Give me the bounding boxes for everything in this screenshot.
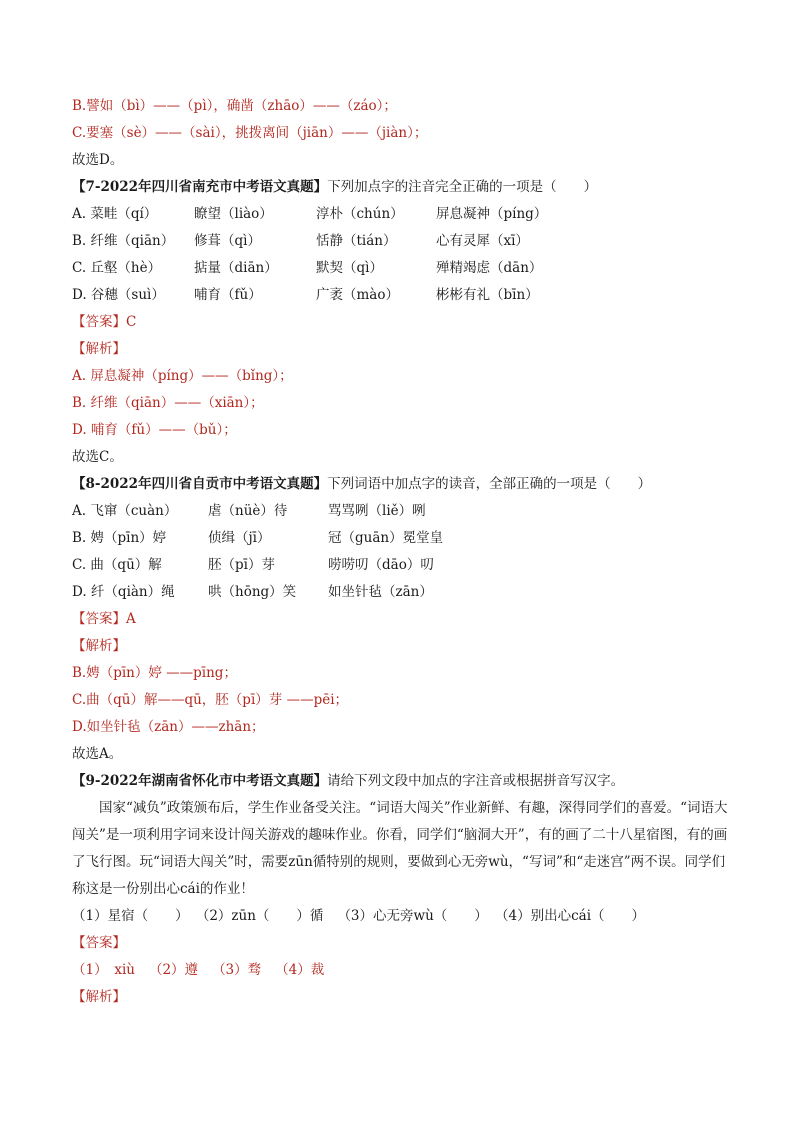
q7-detail: D. 哺育（fǔ）——（bǔ）； — [72, 422, 237, 438]
q7-conclusion: 故选C。 — [72, 449, 123, 465]
q7-detail: A. 屏息凝神（píng）——（bǐng）； — [72, 368, 293, 384]
q8-prompt: 下列词语中加点字的读音，全部正确的一项是（ ） — [327, 476, 652, 492]
q7-option-c: C. 丘壑（hè） 掂量（diān） 默契（qì） 殚精竭虑（dān） — [72, 260, 543, 276]
q7-answer: 【答案】C — [72, 314, 137, 330]
prev-analysis-c: C.要塞（sè）——（sài），挑拨离间（jiān）——（jiàn）； — [72, 125, 428, 141]
q8-answer: 【答案】A — [72, 611, 136, 627]
q9-analysis-label: 【解析】 — [72, 989, 126, 1005]
q7-source: 【7-2022年四川省南充市中考语文真题】 — [72, 179, 328, 195]
q9-title — [72, 768, 732, 795]
q7-title — [72, 174, 732, 201]
q8-option-b: B. 娉（pīn）婷 侦缉（jī） 冠（guān）冕堂皇 — [72, 530, 444, 546]
q9-source: 【9-2022年湖南省怀化市中考语文真题】 — [72, 773, 328, 789]
q8-source: 【8-2022年四川省自贡市中考语文真题】 — [72, 476, 328, 492]
q8-detail: C.曲（qū）解——qū，胚（pī）芽 ——pēi； — [72, 692, 349, 708]
q7-option-d: D. 谷穗（suì） 哺育（fǔ） 广袤（mào） 彬彬有礼（bīn） — [72, 287, 539, 303]
q9-answer-label: 【答案】 — [72, 935, 126, 951]
q9-blanks: （1）星宿（ ） （2）zūn（ ）循 （3）心无旁wù（ ） （4）别出心cái（ ） — [72, 908, 646, 924]
prev-analysis-b: B.譬如（bì）——（pì），确凿（zhāo）——（záo）； — [72, 98, 397, 114]
q8-title — [72, 471, 732, 498]
q9-answers: （1） xiù （2）遵 （3）骛 （4）裁 — [72, 962, 325, 978]
q8-conclusion: 故选A。 — [72, 746, 123, 762]
q7-detail: B. 纤维（qiān）——（xiān）； — [72, 395, 264, 411]
q8-option-c: C. 曲（qū）解 胚（pī）芽 唠唠叨（dāo）叨 — [72, 557, 434, 573]
document-page — [72, 93, 732, 1011]
q8-detail: B.娉（pīn）婷 ——pīng； — [72, 665, 237, 681]
q8-detail: D.如坐针毡（zān）——zhān； — [72, 719, 265, 735]
prev-conclusion: 故选D。 — [72, 152, 124, 168]
q7-option-b: B. 纤维（qiān） 修葺（qì） 恬静（tián） 心有灵犀（xī） — [72, 233, 529, 249]
q7-option-a: A. 菜畦（qí） 瞭望（liào） 淳朴（chún） 屏息凝神（píng） — [72, 206, 548, 222]
q7-prompt: 下列加点字的注音完全正确的一项是（ ） — [327, 179, 598, 195]
q9-prompt: 请给下列文段中加点的字注音或根据拼音写汉字。 — [327, 773, 625, 789]
q8-analysis-label: 【解析】 — [72, 638, 126, 654]
q9-passage: 国家“减负”政策颁布后，学生作业备受关注。“词语大闯关”作业新鲜、有趣，深得同学们的喜爱。“词语大闯关”是一项利用字词来设计闯关游戏的趣味作业。你看，同学们“脑洞大开”，有的画了二十八星宿图，有的画了飞行图。玩“词语大闯关”时，需要zūn循特别的规则，要做到心无旁wù，“写词”和“走迷宫”两不误。同学们称这是一份别出心cái的作业！ — [72, 800, 728, 897]
q8-option-d: D. 纤（qiàn）绳 哄（hōng）笑 如坐针毡（zān） — [72, 584, 433, 600]
q7-analysis-label: 【解析】 — [72, 341, 126, 357]
q8-option-a: A. 飞窜（cuàn） 虐（nüè）待 骂骂咧（liě）咧 — [72, 503, 426, 519]
